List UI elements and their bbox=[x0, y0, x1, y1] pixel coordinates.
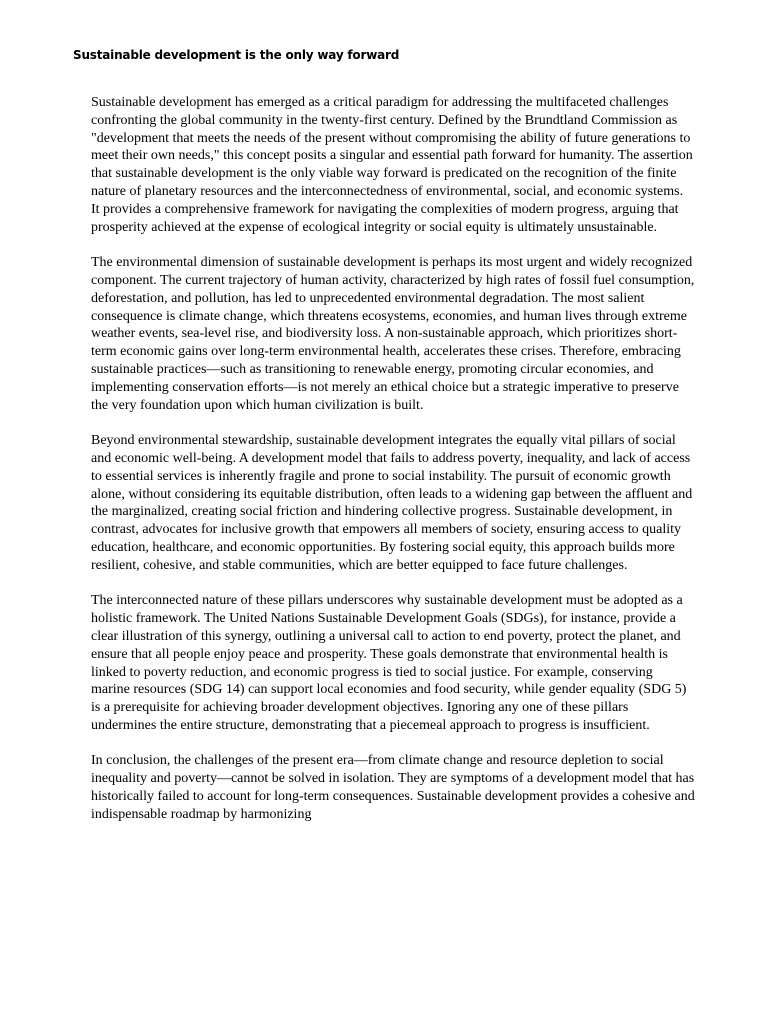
document-title: Sustainable development is the only way forward bbox=[73, 48, 400, 62]
paragraph-5: In conclusion, the challenges of the present era—from climate change and resource depletion to social inequality and poverty—cannot be solved in isolation. They are symptoms of a development model that has historically failed to account for long-term consequences. Sustainable development provides a cohesive and indispensable roadmap by harmonizing bbox=[91, 753, 695, 822]
paragraph-1: Sustainable development has emerged as a critical paradigm for addressing the multifaceted challenges confronting the global community in the twenty-first century. Defined by the Brundtland Commission as "development that meets the needs of the present without compromising the ability of future generations to meet their own needs," this concept posits a singular and essential path forward for humanity. The assertion that sustainable development is the only viable way forward is predicated on the recognition of the finite nature of planetary resources and the interconnectedness of environmental, social, and economic systems. It provides a comprehensive framework for navigating the complexities of modern progress, arguing that prosperity achieved at the expense of ecological integrity or social equity is ultimately unsustainable. bbox=[91, 95, 693, 235]
paragraph-3: Beyond environmental stewardship, sustainable development integrates the equally vital pillars of social and economic well-being. A development model that fails to address poverty, inequality, and lack of access to essential services is inherently fragile and prone to social instability. The pursuit of economic growth alone, without considering its equitable distribution, often leads to a widening gap between the affluent and the marginalized, creating social friction and hindering collective progress. Sustainable development, in contrast, advocates for inclusive growth that empowers all members of society, ensuring access to quality education, healthcare, and economic opportunities. By fostering social equity, this approach builds more resilient, cohesive, and stable communities, which are better equipped to face future challenges. bbox=[91, 433, 693, 573]
paragraph-4: The interconnected nature of these pillars underscores why sustainable development must be adopted as a holistic framework. The United Nations Sustainable Development Goals (SDGs), for instance, provide a clear illustration of this synergy, outlining a universal call to action to end poverty, protect the planet, and ensure that all people enjoy peace and prosperity. These goals demonstrate that environmental health is linked to poverty reduction, and economic progress is tied to social justice. For example, conserving marine resources (SDG 14) can support local economies and food security, while gender equality (SDG 5) is a prerequisite for achieving broader development objectives. Ignoring any one of these pillars undermines the entire structure, demonstrating that a piecemeal approach to progress is insufficient. bbox=[91, 593, 687, 733]
paragraph-2: The environmental dimension of sustainable development is perhaps its most urgent and widely recognized component. The current trajectory of human activity, characterized by high rates of fossil fuel consumption, deforestation, and pollution, has led to unprecedented environmental degradation. The most salient consequence is climate change, which threatens ecosystems, economies, and human lives through extreme weather events, sea-level rise, and biodiversity loss. A non-sustainable approach, which prioritizes short-term economic gains over long-term environmental health, accelerates these crises. Therefore, embracing sustainable practices—such as transitioning to renewable energy, promoting circular economies, and implementing conservation efforts—is not merely an ethical choice but a strategic imperative to preserve the very foundation upon which human civilization is built. bbox=[91, 255, 695, 413]
document-body bbox=[91, 94, 695, 841]
